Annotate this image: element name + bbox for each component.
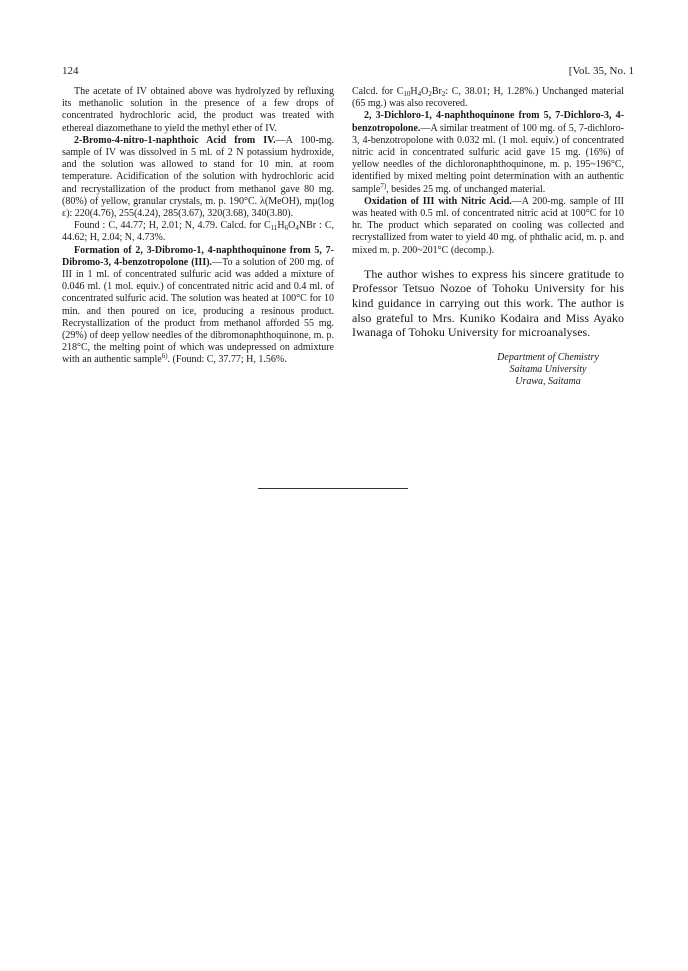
volume-info: [Vol. 35, No. 1 [568,65,634,77]
left-column [62,86,334,367]
section-heading: 2, 3-Dichloro-1, 4-naphthoquinone from 5, 7-Dichloro-3, 4-benzotropolone. [352,110,624,134]
paragraph-body: —A 100-mg. sample of IV was dissolved in 5 ml. of 2 N potassium hydroxide, and the solution was allowed to stand for 10 min. at room temperature. Acidification of the solution with hydrochloric acid and recrystallization of the product from methanol gave 80 mg. (80%) of yellow, granular crystals, m. p. 190°C. λ(MeOH), mμ(log ε): 220(4.76), 255(4.24), 285(3.67), 320(3.68), 340(3.80). [62,134,335,220]
address-city: Urawa, Saitama [515,376,581,388]
paragraph-acetate-hydrolysis: The acetate of IV obtained above was hydrolyzed by refluxing its methanolic solution in the presence of a few drops of concentrated hydrochloric acid, the product was treated with ethereal diazomethane to yield the methyl ether of IV. [62,86,334,134]
section-heading: 2-Bromo-4-nitro-1-naphthoic Acid from IV. [74,134,276,146]
paragraph-dibromo-naphthoquinone [62,245,334,367]
acknowledgement: The author wishes to express his sincere gratitude to Professor Tetsuo Nozoe of Tohoku University for his kind guidance in carrying out this work. The author is also grateful to Mrs. Kuniko Kodaira and Miss Ayako Iwanaga of Tohoku University for microanalyses. [352,266,624,340]
paragraph-tail: . (Found: C, 37.77; H, 1.56%. [167,354,287,366]
paragraph-body: —To a solution of 200 mg. of III in 1 ml. of concentrated sulfuric acid was added a mixture of 0.046 ml. (1 mol. equiv.) of concentrated nitric acid and 0.4 ml. of concentrated sulfuric acid. The solution was heated at 100°C for 10 min. and then poured on ice, producing a resinous product. Recrystallization of the product from methanol afforded 55 mg. (29%) of deep yellow needles of the dibromonaphthoquinone, m. p. 218°C, the melting point of which was undepressed on admixture with an authentic sample [62,256,335,366]
paragraph-analysis [62,220,334,244]
analysis-found: Found : C, 44.77; H, 2.01; N, 4.79. Calcd. for [74,220,261,232]
address-university: Saitama University [509,364,587,376]
end-rule [258,488,408,489]
page-number: 124 [62,65,79,77]
paragraph-nitric-acid-oxidation [352,196,624,257]
paragraph-body: —A 200-mg. sample of III was heated with 0.5 ml. of concentrated nitric acid at 100°C for 10 hr. The product which separated on cooling was collected and recrystallized from water to yield 40 mg. of phthalic acid, m. p. and mixed m. p. 200~201°C (decomp.). [352,195,624,256]
address-department: Department of Chemistry [497,351,599,363]
paragraph-tail: , besides 25 mg. of unchanged material. [386,183,546,195]
section-heading: Oxidation of III with Nitric Acid. [364,195,512,207]
paragraph-bromo-nitro-naphthoic-acid [62,135,334,220]
right-column [352,86,624,388]
paragraph-calcd: Calcd. for $C_{10}H_4O_2Br_2$: C, 38.01; H, 1.28%.) Unchanged material (65 mg.) was also recovered. [352,86,625,110]
paragraph-body: —A similar treatment of 100 mg. of 5, 7-dichloro-3, 4-benzotropolone with 0.032 ml. (1 mol. equiv.) of concentrated nitric acid in concentrated sulfuric acid gave 15 mg. (16%) of yellow needles of the dichloronaphthoquinone, m. p. 195~196°C, identified by mixed melting point determination with an authentic sample [352,122,624,195]
paragraph-dichloro-naphthoquinone [352,110,624,195]
author-address [352,352,624,389]
section-heading: Formation of 2, 3-Dibromo-1, 4-naphthoquinone from 5, 7-Dibromo-3, 4-benzotropolone (III). [62,244,334,268]
reference-marker: 6) [161,352,168,361]
reference-marker: 7) [380,181,387,190]
formula: $C_{11}H_6O_4NBr$ : C, 44.62; H, 2.04; N, 4.73%. [62,220,335,244]
